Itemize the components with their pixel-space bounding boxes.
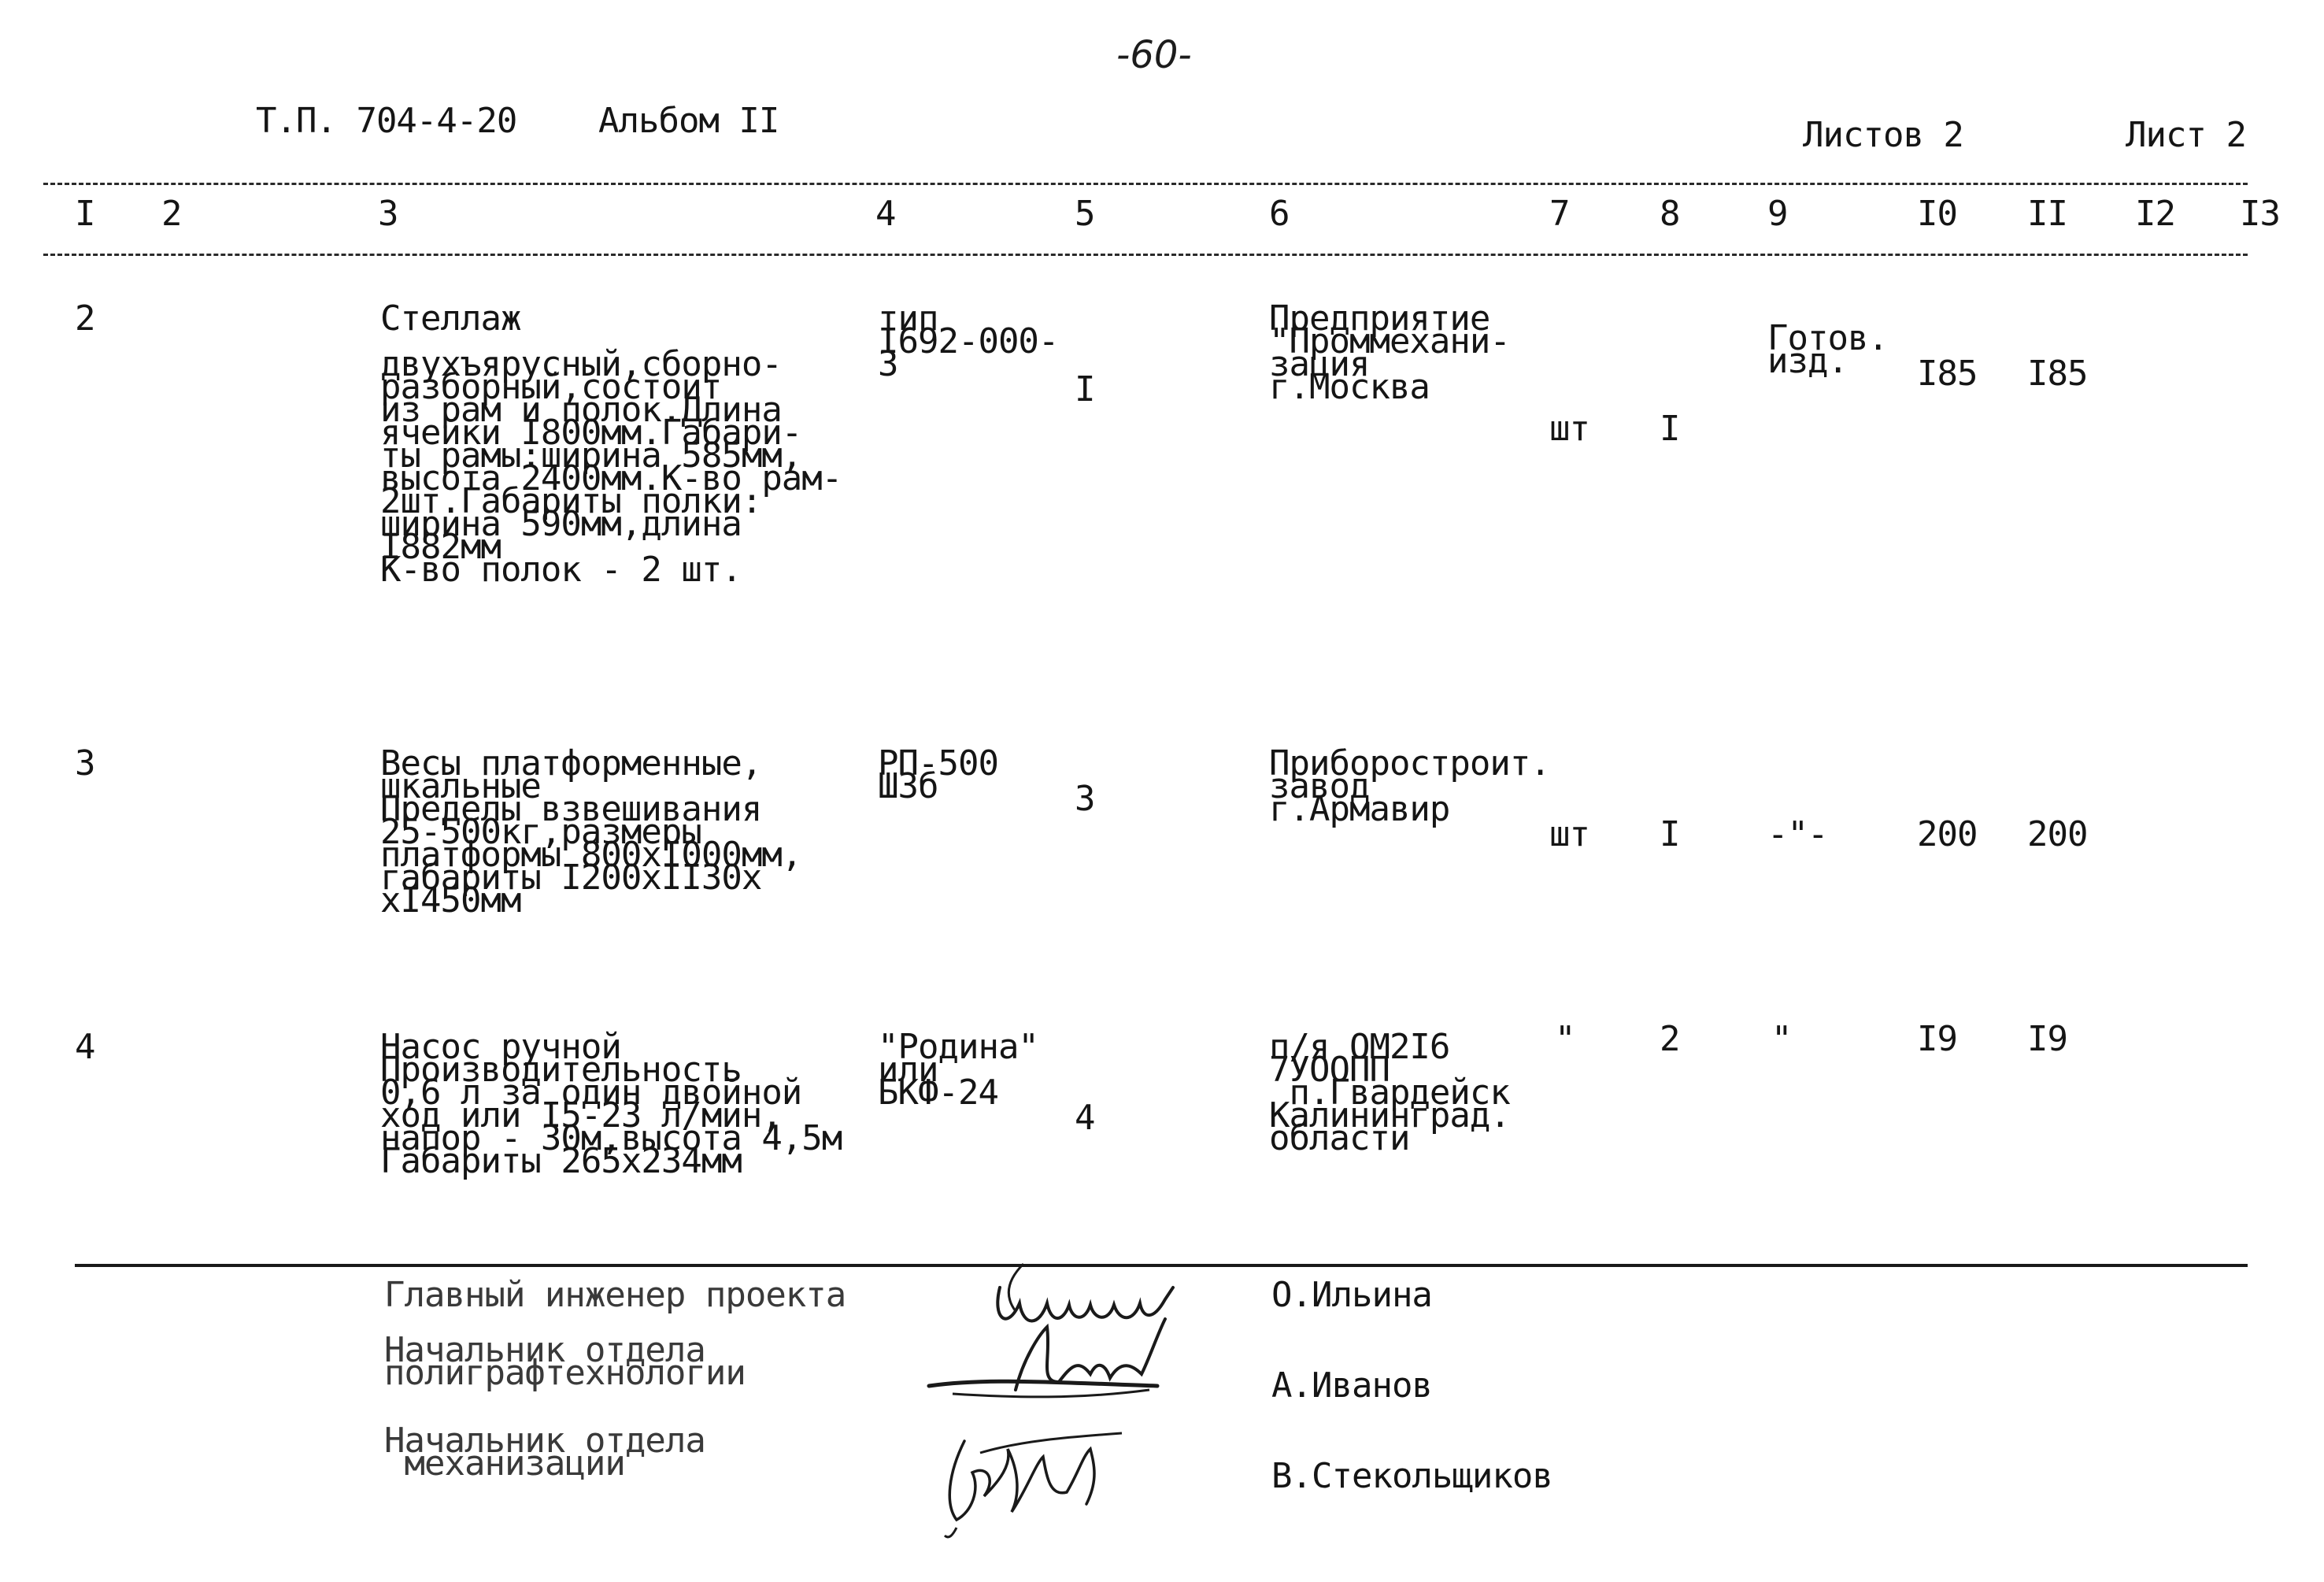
row-2-qty: I — [1660, 409, 1680, 449]
row-4-col5: 4 — [1075, 1098, 1095, 1138]
signature-3-name: В.Стекольщиков — [1271, 1456, 1552, 1496]
signature-2-role: Начальник отдела полиграфтехнологии — [384, 1330, 746, 1393]
row-4-col11: I9 — [2027, 1019, 2067, 1059]
row-3-col10: 200 — [1917, 814, 1978, 854]
row-2-type: тип I692-000- 3 — [878, 298, 1059, 384]
row-3-unit: шт — [1549, 814, 1589, 854]
signature-stekolshchikov-handwritten — [933, 1417, 1138, 1536]
col-header-8: 8 — [1660, 194, 1680, 234]
col-header-5: 5 — [1075, 194, 1095, 234]
row-4-number: 4 — [75, 1027, 95, 1067]
header-top-rule — [43, 183, 2248, 185]
row-2-description: Стеллаж двухъярусный,сборно- разборный,состоит из рам и полок.Длина ячейки I800мм.Габари- ты рамы:ширина 585мм, высота 2400мм.К-во рам- 2шт.Габариты полки: ширина 590мм,длина I882мм К-во полок - 2 шт. — [380, 298, 842, 590]
row-2-number: 2 — [75, 298, 95, 339]
col-header-3: 3 — [378, 194, 398, 234]
col-header-9: 9 — [1767, 194, 1788, 234]
row-3-description: Весы платформенные, шкальные Пределы взвешивания 25-500кг,размеры платформы 800хI000мм, габариты I200хII30х хI450мм — [380, 743, 802, 921]
row-2-col5: I — [1075, 369, 1095, 409]
row-3-col5: 3 — [1075, 779, 1095, 819]
row-4-col9: " — [1771, 1019, 1792, 1059]
signature-1-role: Главный инженер проекта — [384, 1275, 846, 1315]
row-4-maker: п/я ОМ2I6 7УООПП п.Гвардейск Калининград. области — [1269, 1027, 1510, 1158]
row-4-unit: " — [1555, 1019, 1575, 1059]
col-header-12: I2 — [2135, 194, 2175, 234]
col-header-10: I0 — [1917, 194, 1957, 234]
row-3-col11: 200 — [2027, 814, 2088, 854]
signature-ivanov-handwritten — [921, 1311, 1189, 1421]
sheet-number: Лист 2 — [2126, 115, 2246, 155]
sheets-total: Листов 2 — [1803, 115, 1963, 155]
col-header-11: II — [2027, 194, 2067, 234]
col-header-1: I — [75, 194, 95, 234]
row-3-maker: Приборостроит. завод г.Армавир — [1269, 743, 1550, 829]
col-header-6: 6 — [1269, 194, 1290, 234]
row-4-qty: 2 — [1660, 1019, 1680, 1059]
col-header-7: 7 — [1549, 194, 1570, 234]
row-4-type: "Родина" или БКФ-24 — [878, 1027, 1038, 1113]
signature-3-role: Начальник отдела механизации — [384, 1421, 705, 1484]
row-3-number: 3 — [75, 743, 95, 784]
row-2-col10: I85 — [1917, 354, 1978, 394]
row-3-col9: -"- — [1767, 814, 1828, 854]
document-id: Т.П. 704-4-20 — [256, 101, 517, 141]
row-4-col10: I9 — [1917, 1019, 1957, 1059]
row-2-col11: I85 — [2027, 354, 2088, 394]
signature-1-name: О.Ильина — [1271, 1275, 1432, 1315]
row-2-unit: шт — [1549, 409, 1589, 449]
col-header-4: 4 — [875, 194, 896, 234]
col-header-13: I3 — [2240, 194, 2280, 234]
page-number: -60- — [1116, 33, 1192, 77]
header-bottom-rule — [43, 254, 2248, 256]
row-2-maker: Предприятие "Проммехани- зация г.Москва — [1269, 298, 1510, 407]
row-2-col9: Готов. изд. — [1767, 318, 1888, 381]
signature-2-name: А.Иванов — [1271, 1365, 1432, 1406]
row-3-qty: I — [1660, 814, 1680, 854]
row-4-description: Насос ручной Производительность 0,6 л за один двойной ход или I5-23 л/мин, напор - 30м,высота 4,5м Габариты 265х234мм — [380, 1027, 842, 1181]
row-3-type: РП-500 Ш3б — [878, 743, 998, 806]
album-label: Альбом II — [598, 101, 779, 141]
col-header-2: 2 — [161, 194, 182, 234]
